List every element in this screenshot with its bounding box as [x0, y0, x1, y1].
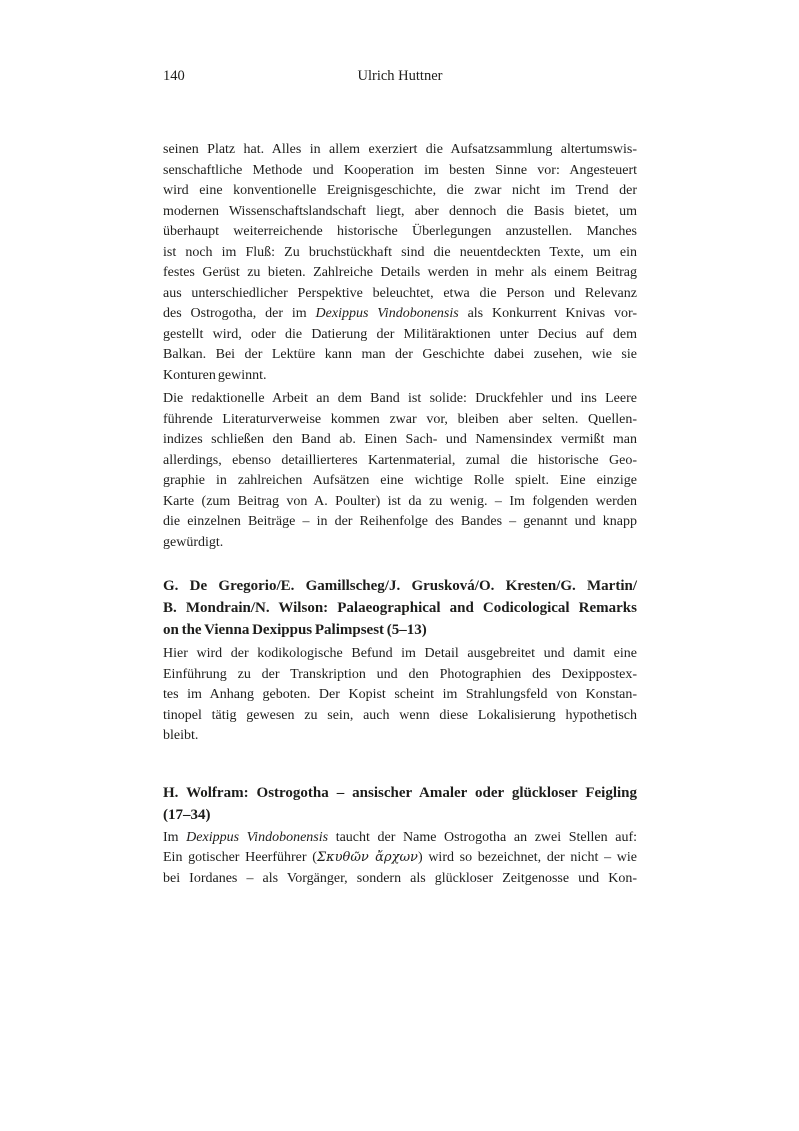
text-segment: modernen Wissenschaftslandschaft liegt, aber dennoch die Basis bietet, um: [163, 203, 637, 219]
text-line: [163, 366, 637, 387]
text-line: [163, 389, 637, 410]
text-segment: des Ostrogotha, der im: [163, 306, 316, 321]
text-segment: Hier wird der kodikologische Befund im Detail ausgebreitet und damit eine: [163, 646, 637, 661]
text-segment: senschaftliche Methode und Kooperation im besten Sinne vor: Angesteuert: [163, 162, 637, 178]
text-segment: H. Wolfram: Ostrogotha – ansischer Amaler oder glückloser Feigling: [163, 784, 637, 801]
text-line: [163, 284, 637, 305]
text-line: [163, 161, 637, 182]
text-segment: Im: [163, 829, 187, 845]
text-segment: Einführung zu der Transkription und den Photographien des Dexippostex-: [163, 666, 637, 682]
emphasized-text: Dexippus Vindobonensis: [315, 306, 459, 321]
text-segment: führende Literaturverweise kommen zwar vor, bleiben aber selten. Quellen-: [163, 411, 637, 427]
text-segment: gewürdigt.: [163, 534, 224, 550]
text-segment: Ein gotischer Heerführer (: [163, 850, 317, 865]
text-segment: indizes schließen den Band ab. Einen Sach- und Namensindex vermißt man: [163, 432, 637, 447]
text-segment: G. De Gregorio/E. Gamillscheg/J. Grusková/O. Kresten/G. Martin/: [163, 578, 637, 594]
text-segment: Die redaktionelle Arbeit an dem Band ist solide: Druckfehler und ins Leere: [163, 391, 637, 406]
text-line: [163, 726, 637, 747]
text-line: [163, 804, 637, 826]
section-heading: [163, 782, 637, 826]
text-line: [163, 575, 637, 597]
paragraph: [163, 644, 637, 747]
text-line: [163, 533, 637, 554]
text-segment: on the Vienna Dexippus Palimpsest (5–13): [163, 622, 427, 638]
text-line: [163, 644, 637, 665]
paragraph: [163, 389, 637, 553]
text-line: [163, 243, 637, 264]
text-segment: gestellt wird, oder die Datierung der Militäraktionen unter Decius auf dem: [163, 326, 637, 342]
text-line: [163, 706, 637, 727]
text-line: [163, 597, 637, 619]
text-segment: tinopel tätig gewesen zu sein, auch wenn diese Lokalisierung hypothetisch: [163, 707, 637, 723]
text-line: [163, 492, 637, 513]
text-line: [163, 304, 637, 325]
text-segment: ) wird so bezeichnet, der nicht – wie: [417, 850, 637, 865]
text-line: [163, 140, 637, 161]
text-segment: Konturen gewinnt.: [163, 367, 267, 383]
text-line: [163, 471, 637, 492]
text-line: [163, 512, 637, 533]
text-segment: B. Mondrain/N. Wilson: Palaeographical and Codicological Remarks: [163, 600, 637, 616]
text-line: [163, 869, 637, 890]
text-line: [163, 828, 637, 849]
paragraph: [163, 828, 637, 890]
page-body: [163, 140, 637, 889]
text-line: [163, 430, 637, 451]
text-line: [163, 410, 637, 431]
text-column: [163, 0, 637, 1131]
text-line: [163, 782, 637, 804]
text-line: [163, 619, 637, 641]
text-line: [163, 345, 637, 366]
paragraph: [163, 140, 637, 386]
text-segment: bei Iordanes – als Vorgänger, sondern als glückloser Zeitgenosse und Kon-: [163, 870, 637, 886]
emphasized-text: Dexippus Vindobonensis: [186, 829, 329, 845]
text-segment: überhaupt weiterreichende historische Überlegungen anzustellen. Manches: [163, 224, 637, 239]
page-number: 140: [163, 68, 185, 84]
text-segment: Balkan. Bei der Lektüre kann man der Geschichte dabei zusehen, wie sie: [163, 347, 637, 362]
text-line: [163, 325, 637, 346]
text-segment: die einzelnen Beiträge – in der Reihenfolge des Bandes – genannt und knapp: [163, 514, 637, 529]
emphasized-text: Σκυθῶν ἄρχων: [316, 850, 418, 865]
text-line: [163, 181, 637, 202]
text-segment: als Konkurrent Knivas vor-: [458, 306, 638, 321]
text-segment: bleibt.: [163, 728, 199, 743]
section-heading: [163, 575, 637, 641]
text-segment: festes Gerüst zu bieten. Zahlreiche Details werden in mehr als einem Beitrag: [163, 265, 637, 280]
running-header-author: Ulrich Huttner: [357, 68, 443, 84]
text-segment: tes im Anhang geboten. Der Kopist scheint im Strahlungsfeld von Konstan-: [163, 687, 637, 702]
text-line: [163, 451, 637, 472]
text-line: [163, 222, 637, 243]
text-segment: wird eine konventionelle Ereignisgeschichte, die zwar nicht im Trend der: [163, 183, 637, 198]
text-line: [163, 263, 637, 284]
text-segment: graphie in zahlreichen Aufsätzen eine wichtige Rolle spielt. Eine einzige: [163, 473, 637, 488]
text-segment: Karte (zum Beitrag von A. Poulter) ist da zu wenig. – Im folgenden werden: [163, 493, 637, 509]
text-segment: (17–34): [163, 806, 211, 823]
text-segment: seinen Platz hat. Alles in allem exerziert die Aufsatzsammlung altertumswis-: [163, 142, 637, 157]
text-line: [163, 202, 637, 223]
text-segment: aus unterschiedlicher Perspektive beleuchtet, etwa die Person und Relevanz: [163, 285, 637, 301]
text-segment: ist noch im Fluß: Zu bruchstückhaft sind die neuentdeckten Texte, um ein: [163, 244, 637, 260]
text-line: [163, 665, 637, 686]
running-header: [163, 68, 637, 88]
text-segment: allerdings, ebenso detaillierteres Kartenmaterial, zumal die historische Geo-: [163, 452, 637, 468]
text-line: [163, 685, 637, 706]
text-segment: taucht der Name Ostrogotha an zwei Stellen auf:: [328, 829, 638, 845]
text-line: [163, 848, 637, 869]
